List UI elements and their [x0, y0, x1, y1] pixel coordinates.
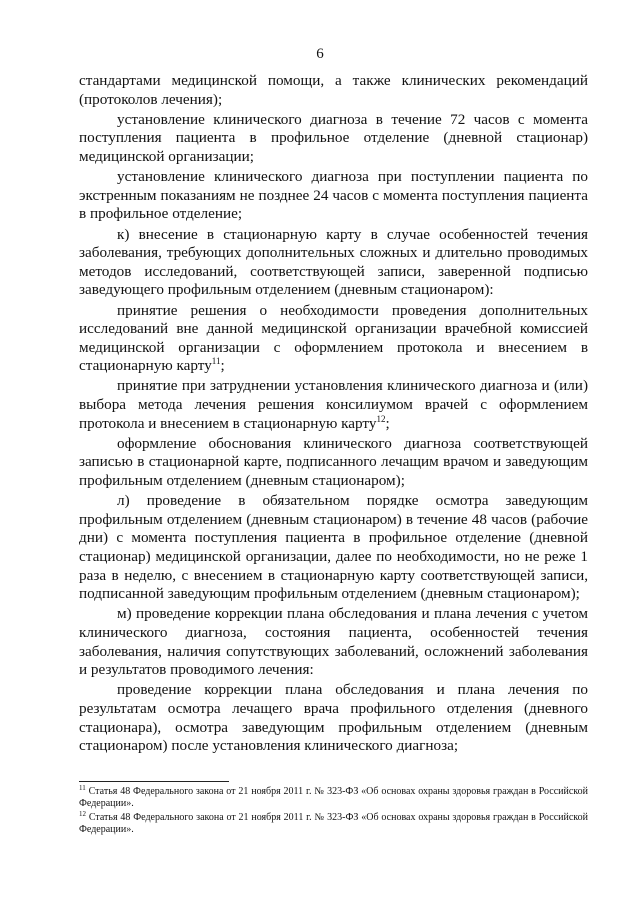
footnote-number: 12: [79, 809, 86, 818]
paragraph: принятие решения о необходимости проведения дополнительных исследований вне данной медицинской организации врачебной комиссией медицинской организации с оформлением протокола и внесением в стационарную карту$^{11}$;: [79, 301, 588, 375]
footnote-divider: [79, 781, 229, 782]
footnote-ref: 11: [211, 356, 221, 367]
paragraph: м) проведение коррекции плана обследования и плана лечения с учетом клинического диагноза, состояния пациента, особенностей течения заболевания, наличия сопутствующих заболеваний, осложнений заболевания и результатов проводимого лечения:: [79, 605, 588, 679]
footnotes: [79, 786, 588, 838]
paragraph: проведение коррекции плана обследования и плана лечения по результатам осмотра лечащего врача профильного отделения (дневного стационара), осмотра заведующим профильным отделением (дневным стационаром) после установления клинического диагноза;: [79, 681, 588, 755]
paragraph: стандартами медицинской помощи, а также клинических рекомендаций (протоколов лечения);: [79, 72, 588, 108]
footnote-ref: 12: [376, 413, 386, 424]
paragraph: принятие при затруднении установления клинического диагноза и (или) выбора метода лечения решения консилиумом врачей с оформлением протокола и внесением в стационарную карту$^{12}$;: [79, 377, 588, 432]
paragraph: установление клинического диагноза в течение 72 часов с момента поступления пациента в профильное отделение (дневной стационар) медицинской организации;: [79, 110, 588, 165]
footnote: $^{12}$ Статья 48 Федерального закона от 21 ноября 2011 г. № 323-ФЗ «Об основах охраны здоровья граждан в Российской Федерации».: [79, 809, 589, 836]
paragraph: оформление обоснования клинического диагноза соответствующей записью в стационарной карте, подписанного лечащим врачом и заведующим профильным отделением (дневным стационаром);: [79, 434, 588, 490]
page-number: 6: [316, 46, 324, 62]
paragraph: л) проведение в обязательном порядке осмотра заведующим профильным отделением (дневным стационаром) в течение 48 часов (рабочие дни) с момента поступления пациента в профильное отделение (дневной стационар) медицинской организации, далее по необходимости, но не реже 1 раза в неделю, с внесением в стационарную карту соответствующей записи, подписанной заведующим профильным отделением (дневным стационаром);: [79, 492, 588, 603]
footnote-number: 11: [79, 784, 86, 792]
paragraph: к) внесение в стационарную карту в случае особенностей течения заболевания, требующих дополнительных сложных и длительно проводимых методов исследований, соответствующей записи, заверенной подписью заведующего профильным отделением (дневным стационаром):: [79, 225, 588, 299]
footnote: $^{11}$ Статья 48 Федерального закона от 21 ноября 2011 г. № 323-ФЗ «Об основах охраны здоровья граждан в Российской Федерации».: [79, 784, 589, 810]
body-text: [79, 72, 588, 757]
paragraph: установление клинического диагноза при поступлении пациента по экстренным показаниям не позднее 24 часов с момента поступления пациента в профильное отделение;: [79, 168, 588, 223]
